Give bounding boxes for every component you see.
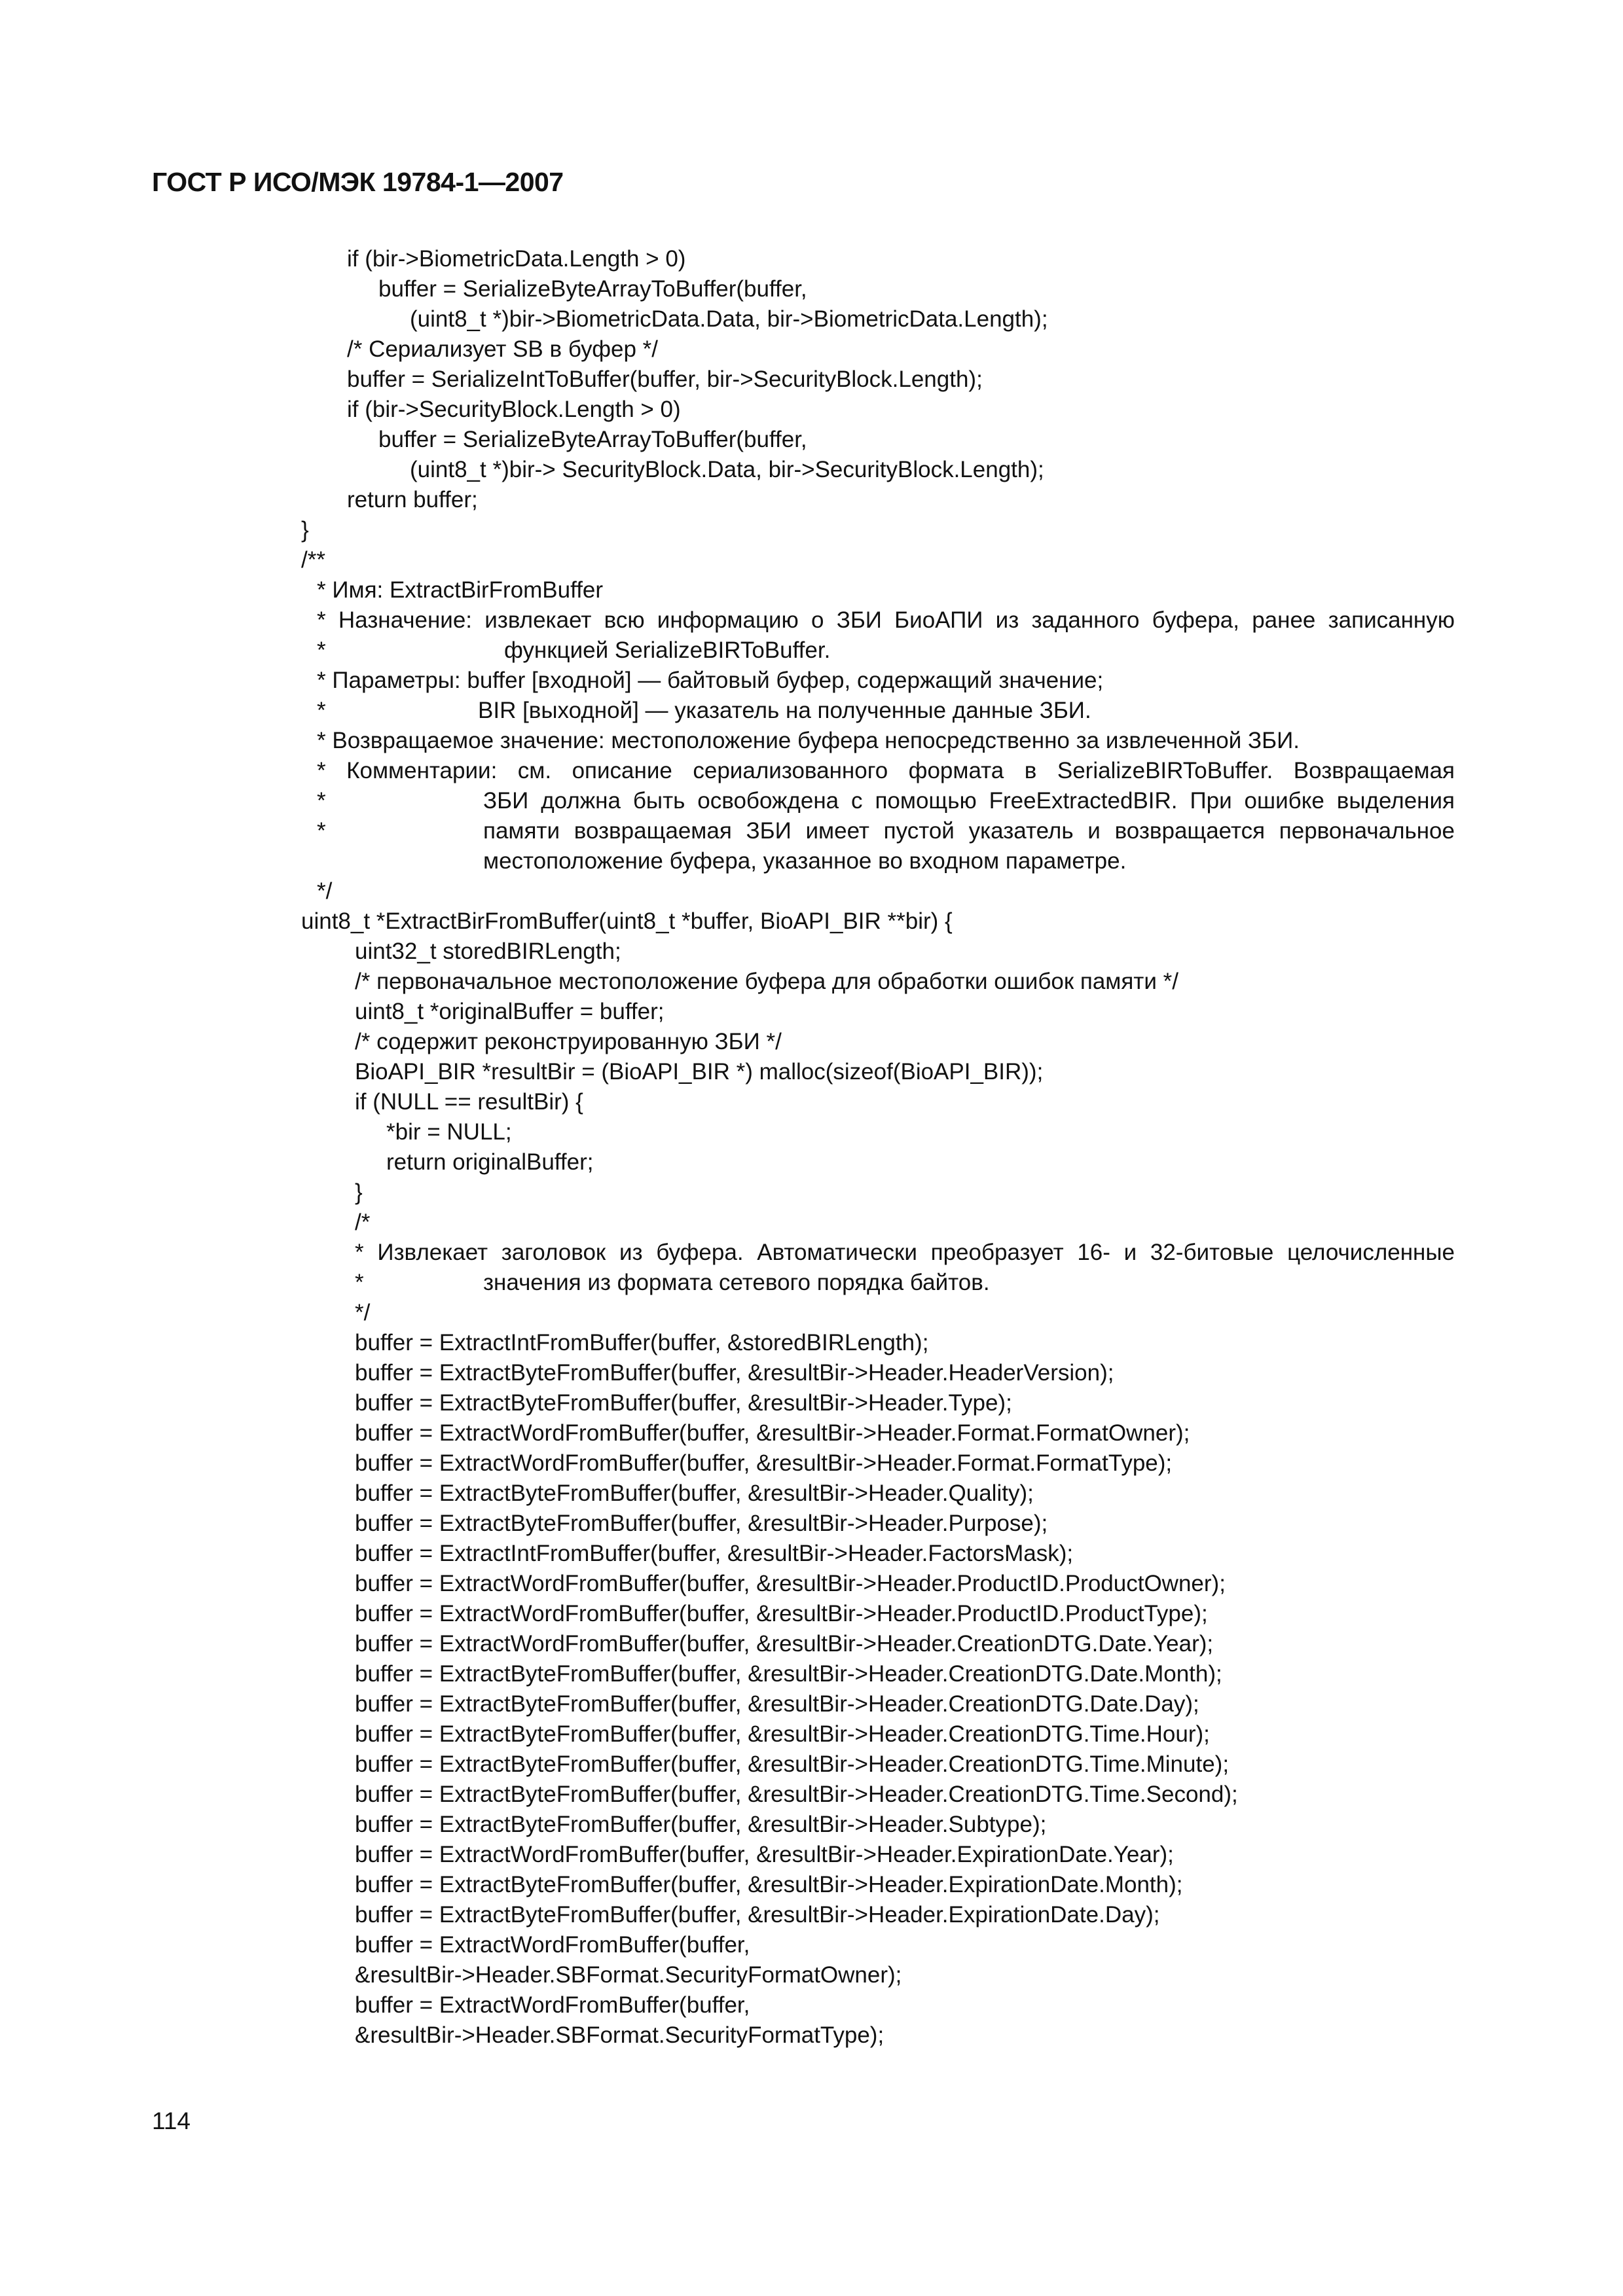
document-header: ГОСТ Р ИСО/МЭК 19784-1—2007 [152, 167, 564, 197]
comment-continuation: местоположение буфера, указанное во входном параметре. [483, 848, 1127, 874]
code-line: buffer = SerializeByteArrayToBuffer(buffer, [378, 276, 807, 302]
code-line: buffer = ExtractByteFromBuffer(buffer, &resultBir->Header.CreationDTG.Date.Day); [355, 1691, 1199, 1717]
code-line: buffer = ExtractWordFromBuffer(buffer, &resultBir->Header.ProductID.ProductType); [355, 1601, 1208, 1626]
code-line: buffer = ExtractIntFromBuffer(buffer, &storedBIRLength); [355, 1330, 929, 1355]
code-line: * Назначение: извлекает всю информацию о ЗБИ БиоАПИ из заданного буфера, ранее записанную [317, 607, 1455, 633]
code-line: * [317, 818, 326, 844]
code-line: BioAPI_BIR *resultBir = (BioAPI_BIR *) malloc(sizeof(BioAPI_BIR)); [355, 1059, 1044, 1085]
code-line: uint32_t storedBIRLength; [355, 939, 621, 964]
code-line: } [301, 517, 309, 543]
code-line: buffer = ExtractByteFromBuffer(buffer, &resultBir->Header.Quality); [355, 1480, 1034, 1506]
code-line: * [317, 637, 326, 663]
code-line: buffer = ExtractByteFromBuffer(buffer, &resultBir->Header.HeaderVersion); [355, 1360, 1114, 1386]
code-line: /* содержит реконструированную ЗБИ */ [355, 1029, 782, 1054]
code-line: (uint8_t *)bir-> SecurityBlock.Data, bir->SecurityBlock.Length); [410, 457, 1044, 482]
code-line: */ [355, 1300, 371, 1325]
code-line: if (bir->BiometricData.Length > 0) [347, 246, 686, 272]
code-line: buffer = SerializeByteArrayToBuffer(buffer, [378, 427, 807, 452]
code-line: buffer = ExtractWordFromBuffer(buffer, &resultBir->Header.CreationDTG.Date.Year); [355, 1631, 1214, 1657]
code-line: /** [301, 547, 325, 573]
comment-continuation: функцией SerializeBIRToBuffer. [504, 637, 831, 663]
code-line: /* Сериализует SB в буфер */ [347, 336, 658, 362]
code-line: uint8_t *originalBuffer = buffer; [355, 999, 665, 1024]
code-line: */ [317, 878, 333, 904]
code-line: * Параметры: buffer [входной] — байтовый буфер, содержащий значение; [317, 668, 1104, 693]
page-number: 114 [152, 2108, 191, 2134]
code-line: buffer = ExtractByteFromBuffer(buffer, &resultBir->Header.CreationDTG.Time.Second); [355, 1782, 1238, 1807]
code-line: /* [355, 1210, 371, 1235]
comment-continuation: памяти возвращаемая ЗБИ имеет пустой указатель и возвращается первоначальное [483, 818, 1455, 844]
code-line: if (NULL == resultBir) { [355, 1089, 583, 1115]
code-line: * Имя: ExtractBirFromBuffer [317, 577, 604, 603]
code-line: buffer = ExtractWordFromBuffer(buffer, &resultBir->Header.ExpirationDate.Year); [355, 1842, 1174, 1867]
code-line: buffer = ExtractByteFromBuffer(buffer, &resultBir->Header.ExpirationDate.Day); [355, 1902, 1160, 1928]
code-line: buffer = ExtractByteFromBuffer(buffer, &resultBir->Header.CreationDTG.Time.Minute); [355, 1751, 1230, 1777]
code-line: buffer = ExtractWordFromBuffer(buffer, [355, 1932, 750, 1958]
code-line: /* первоначальное местоположение буфера для обработки ошибок памяти */ [355, 969, 1178, 994]
code-line: return buffer; [347, 487, 478, 512]
code-line: * Комментарии: см. описание сериализованного формата в SerializeBIRToBuffer. Возвращаемая [317, 758, 1455, 783]
code-line: buffer = ExtractByteFromBuffer(buffer, &resultBir->Header.Purpose); [355, 1511, 1048, 1536]
code-line: buffer = ExtractWordFromBuffer(buffer, [355, 1992, 750, 2018]
code-line: buffer = ExtractByteFromBuffer(buffer, &resultBir->Header.Type); [355, 1390, 1012, 1416]
code-line: buffer = ExtractByteFromBuffer(buffer, &resultBir->Header.ExpirationDate.Month); [355, 1872, 1183, 1897]
code-line: &resultBir->Header.SBFormat.SecurityFormatType); [355, 2022, 884, 2048]
code-line: * Возвращаемое значение: местоположение буфера непосредственно за извлеченной ЗБИ. [317, 728, 1300, 753]
code-line: buffer = SerializeIntToBuffer(buffer, bir->SecurityBlock.Length); [347, 367, 983, 392]
code-line: buffer = ExtractByteFromBuffer(buffer, &resultBir->Header.Subtype); [355, 1812, 1047, 1837]
code-line: (uint8_t *)bir->BiometricData.Data, bir->BiometricData.Length); [410, 306, 1048, 332]
code-line: * [317, 788, 326, 814]
code-line: uint8_t *ExtractBirFromBuffer(uint8_t *buffer, BioAPI_BIR **bir) { [301, 908, 953, 934]
code-line: buffer = ExtractWordFromBuffer(buffer, &resultBir->Header.Format.FormatType); [355, 1450, 1173, 1476]
code-line: * [317, 698, 326, 723]
code-line: *bir = NULL; [386, 1119, 512, 1145]
code-line: buffer = ExtractByteFromBuffer(buffer, &resultBir->Header.CreationDTG.Date.Month); [355, 1661, 1222, 1687]
comment-continuation: ЗБИ должна быть освобождена с помощью FreeExtractedBIR. При ошибке выделения [483, 788, 1455, 814]
code-line: buffer = ExtractWordFromBuffer(buffer, &resultBir->Header.Format.FormatOwner); [355, 1420, 1190, 1446]
code-line: * Извлекает заголовок из буфера. Автоматически преобразует 16- и 32-битовые целочисленные [355, 1240, 1455, 1265]
code-line: buffer = ExtractIntFromBuffer(buffer, &resultBir->Header.FactorsMask); [355, 1541, 1074, 1566]
comment-continuation: BIR [выходной] — указатель на полученные данные ЗБИ. [478, 698, 1091, 723]
comment-continuation: значения из формата сетевого порядка байтов. [483, 1270, 990, 1295]
code-line: buffer = ExtractWordFromBuffer(buffer, &resultBir->Header.ProductID.ProductOwner); [355, 1571, 1226, 1596]
code-line: * [355, 1270, 364, 1295]
code-line: &resultBir->Header.SBFormat.SecurityFormatOwner); [355, 1962, 902, 1988]
code-line: buffer = ExtractByteFromBuffer(buffer, &resultBir->Header.CreationDTG.Time.Hour); [355, 1721, 1210, 1747]
code-line: if (bir->SecurityBlock.Length > 0) [347, 397, 681, 422]
code-line: return originalBuffer; [386, 1149, 594, 1175]
code-line: } [355, 1179, 363, 1205]
